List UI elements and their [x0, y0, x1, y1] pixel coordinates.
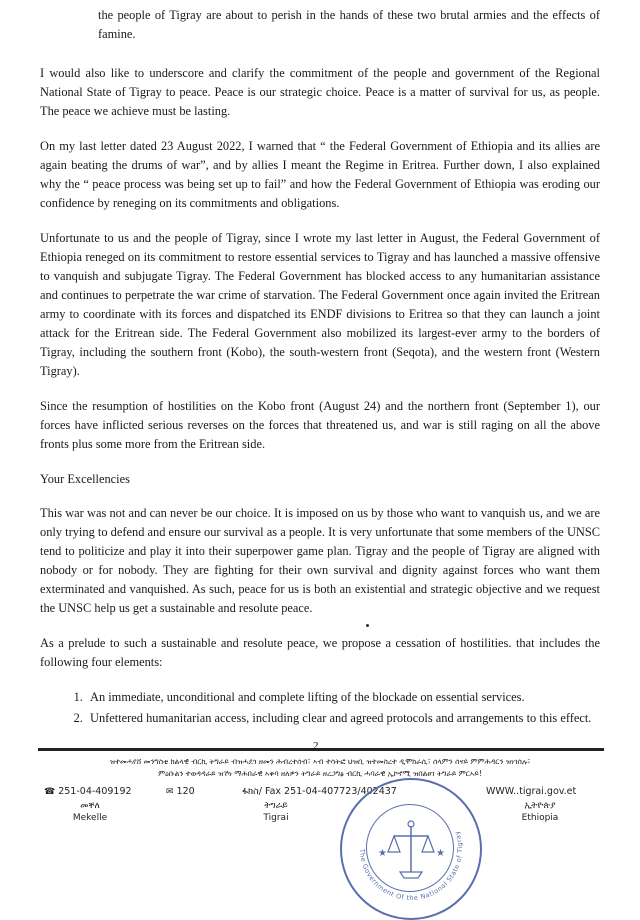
seal-emblem-icon	[342, 780, 480, 918]
mail-box-icon: ✉	[166, 787, 174, 797]
paragraph: This war was not and can never be our choice. It is imposed on us by those who want to vanquish us, and we are only trying to defend and ensure our survival as a people. It is very unfortunate that some members of the UNSC tend to politicize and play it into their superpower game plan. Tigray and the people of Tigray are aligned with nobody or for nobody. They are fighting for their own survival and dignity against forces who want them exterminated and vanquished. As such, peace for us is both an existential and strategic objective and we request the UNSC help us get a sustainable and resolute peace.	[40, 506, 600, 615]
city-amharic: መቐለ	[80, 801, 100, 811]
footer-divider	[38, 748, 604, 751]
salutation: Your Excellencies	[40, 472, 130, 486]
phone-number: 251-04-409192	[58, 786, 132, 797]
footer-motto	[40, 756, 600, 780]
official-seal-stamp	[340, 778, 482, 920]
phone-icon: ☎	[44, 787, 56, 797]
pobox-number: 120	[176, 786, 195, 797]
motto-line: ዝተመሓየሸ መንግስቲ ክልላዊ ብርኪ ትግራይ ብዝሓደጎ ዘመን ሕብረተሰብ፣ ኣብ ተሳትፎ ህዝቢ ዝተመስረተ ዲሞክራሲ፣ ሰላምን ሰናይ ምምሕዳርን ዝነገሰሉ፣	[109, 757, 531, 766]
motto-line: ምዕቡልን ተወዳዳራይ ዝኾነ ማሕበራዊ ኣቀባ ዘለዎን ትግራይ ዘረጋግፅ ብርኪ ሓባራዊ ኢኮኖሚ ዝበልፀገ ትግራይ ምርኣይ!	[158, 769, 482, 778]
stray-mark	[366, 624, 369, 627]
paragraph: the people of Tigray are about to perish in the hands of these two brutal armies and the effects of famine.	[98, 8, 600, 41]
demands-list	[40, 688, 600, 728]
list-item: 2. Unfettered humanitarian access, including clear and agreed protocols and arrangements to this effect.	[86, 709, 600, 728]
letter-body	[40, 6, 600, 730]
website-link[interactable]: WWW..tigrai.gov.et	[486, 786, 577, 797]
paragraph: Since the resumption of hostilities on the Kobo front (August 24) and the northern front (September 1), our forces have inflicted serious reverses on the forces that threatened us, and war is still raging on all the above fronts plus some more from the Eritrean side.	[40, 399, 600, 451]
country-amharic: ኢትዮጵያ	[524, 801, 556, 811]
pobox-contact	[166, 786, 195, 797]
fax-contact: ፋክስ/ Fax 251-04-407723/402437	[242, 786, 397, 797]
list-item: 1. An immediate, unconditional and complete lifting of the blockade on essential services.	[86, 688, 600, 707]
city-block	[60, 800, 120, 824]
svg-text:★: ★	[436, 848, 445, 859]
city-english: Mekelle	[72, 813, 108, 823]
country-english: Ethiopia	[521, 813, 559, 823]
phone-contact	[44, 786, 132, 797]
region-english: Tigrai	[263, 813, 289, 823]
svg-text:★: ★	[378, 848, 387, 859]
paragraph: I would also like to underscore and clarify the commitment of the people and government of the Regional National State of Tigray to peace. Peace is our strategic choice. Peace is a matter of survival for us, as people. The peace we achieve must be lasting.	[40, 66, 600, 118]
region-block	[246, 800, 306, 824]
paragraph: Unfortunate to us and the people of Tigray, since I wrote my last letter in August, the Federal Government of Ethiopia reneged on its commitment to restore essential services to Tigray and has launched a massive offensive to vanquish and subjugate Tigray. The Federal Government has blocked access to any humanitarian assistance and continues to perpetrate the war crime of starvation. The Federal Government once again invited the Eritrean army to coordinate with its forces and dispatched its ENDF divisions to Eritrea so that they can launch a joint attack for the Eritrean side. The Federal Government also mobilized its largest-ever army to the borders of Tigray, including the southern front (Kobo), the south-western front (Seqota), and the western front (Western Tigray).	[40, 231, 600, 378]
paragraph: As a prelude to such a sustainable and resolute peace, we propose a cessation of hostilities. that includes the following four elements:	[40, 636, 600, 669]
paragraph: On my last letter dated 23 August 2022, I warned that “ the Federal Government of Ethiopia and its allies are again beating the drums of war”, and by allies I meant the Regime in Eritrea. Further down, I also explained why the “ peace process was being set up to fail” and how the Federal Government of Ethiopia was eroding our confidence by reneging on its commitments and obligations.	[40, 139, 600, 210]
country-block	[500, 800, 580, 824]
page-number: 2	[313, 740, 319, 752]
region-amharic: ትግራይ	[264, 801, 288, 811]
seal-text: The Government Of the National State of Tigray	[357, 829, 465, 903]
